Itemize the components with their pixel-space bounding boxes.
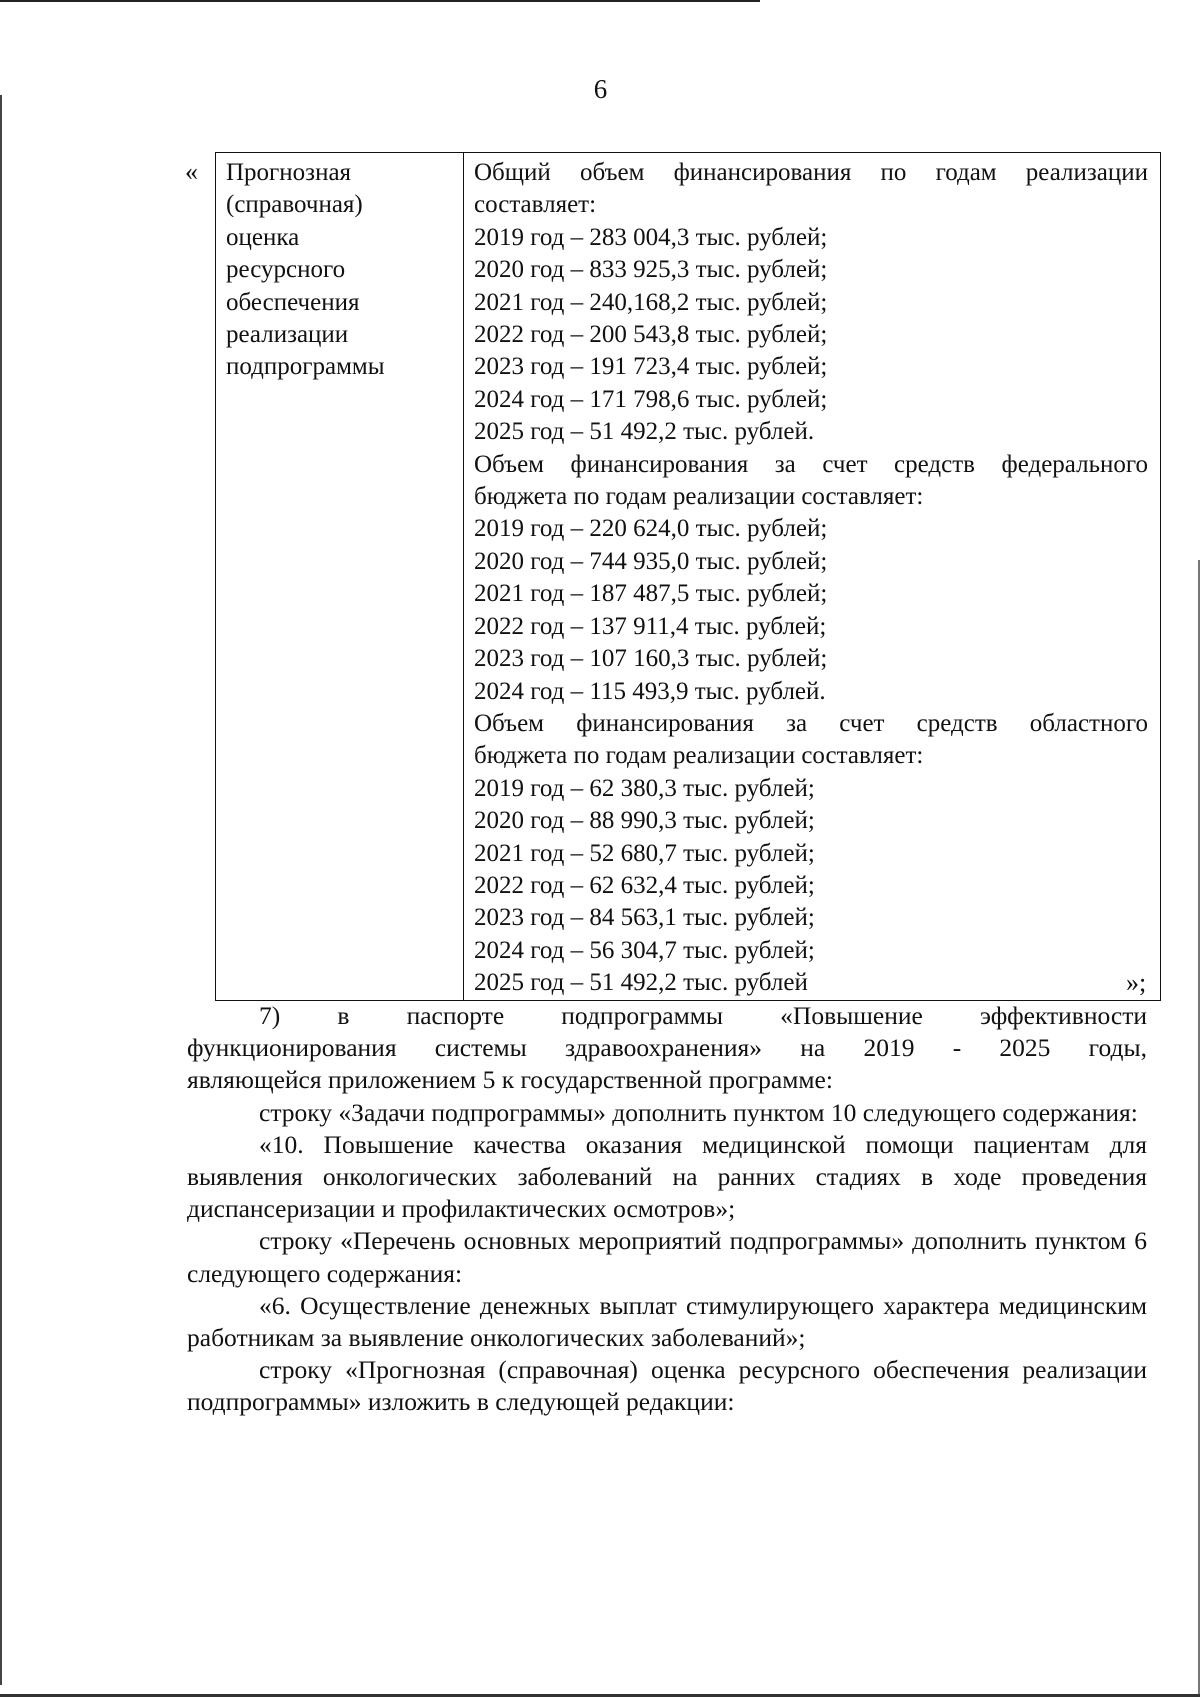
page-number: 6	[593, 74, 608, 104]
label-line: подпрограммы	[226, 353, 385, 381]
value-line: 2021 год – 187 487,5 тыс. рублей;	[474, 580, 828, 608]
closing-quote: »;	[1126, 968, 1147, 997]
value-line: 2020 год – 744 935,0 тыс. рублей;	[474, 547, 828, 575]
value-line: 2024 год – 171 798,6 тыс. рублей;	[474, 385, 828, 413]
label-line: обеспечения	[226, 288, 360, 316]
body-text	[187, 1000, 1147, 1419]
table-row	[216, 153, 1161, 1001]
row-label-cell	[216, 153, 464, 1001]
label-line: оценка	[226, 223, 300, 251]
label-line: (справочная)	[226, 191, 363, 219]
value-line: 2019 год – 62 380,3 тыс. рублей;	[474, 774, 815, 802]
scan-edge-left	[0, 95, 2, 1685]
paragraph-item-10: «10. Повышение качества оказания медицинской помощи пациентам для выявления онкологических заболеваний на ранних стадиях в ходе проведения диспансеризации и профилактических осмотров»;	[187, 1129, 1147, 1224]
value-line: бюджета по годам реализации составляет:	[474, 483, 924, 511]
paragraph-7-intro	[187, 1000, 1147, 1032]
paragraph-7-continued	[187, 1032, 1147, 1096]
paragraph-line: являющейся приложением 5 к государственной программе:	[187, 1065, 833, 1095]
value-line: 2019 год – 220 624,0 тыс. рублей;	[474, 515, 828, 543]
value-line: 2019 год – 283 004,3 тыс. рублей;	[474, 223, 828, 251]
value-line: 2025 год – 51 492,2 тыс. рублей.	[474, 418, 815, 446]
label-line: ресурсного	[226, 256, 346, 284]
passport-table	[215, 152, 1161, 1001]
value-line: 2022 год – 200 543,8 тыс. рублей;	[474, 321, 828, 349]
value-line: 2020 год – 88 990,3 тыс. рублей;	[474, 807, 815, 835]
row-value-cell	[464, 153, 1161, 1001]
value-line: Общий объем финансирования по годам реализации	[474, 159, 1148, 186]
paragraph-activities: строку «Перечень основных мероприятий подпрограммы» дополнить пунктом 6 следующего содержания:	[187, 1226, 1147, 1288]
value-line: 2022 год – 137 911,4 тыс. рублей;	[474, 612, 827, 640]
paragraph-line: 7) в паспорте подпрограммы «Повышение эффективности	[259, 1001, 1147, 1030]
value-line: бюджета по годам реализации составляет:	[474, 742, 924, 770]
paragraph-line: функционирования системы здравоохранения» на 2019 - 2025 годы,	[187, 1033, 1147, 1063]
value-line: 2024 год – 56 304,7 тыс. рублей;	[474, 936, 815, 964]
paragraph-resource-estimate: строку «Прогнозная (справочная) оценка ресурсного обеспечения реализации подпрограммы» изложить в следующей редакции:	[187, 1355, 1147, 1417]
value-line: 2023 год – 84 563,1 тыс. рублей;	[474, 904, 815, 932]
opening-quote: «	[185, 157, 198, 186]
scan-edge-top	[0, 0, 760, 2]
value-line: 2025 год – 51 492,2 тыс. рублей	[474, 969, 808, 997]
value-line: 2022 год – 62 632,4 тыс. рублей;	[474, 871, 815, 899]
value-line: 2020 год – 833 925,3 тыс. рублей;	[474, 256, 828, 284]
value-line: 2024 год – 115 493,9 тыс. рублей.	[474, 677, 826, 705]
paragraph-tasks: строку «Задачи подпрограммы» дополнить пунктом 10 следующего содержания:	[259, 1097, 1138, 1127]
value-line: 2023 год – 107 160,3 тыс. рублей;	[474, 645, 828, 673]
value-line: 2021 год – 52 680,7 тыс. рублей;	[474, 839, 815, 867]
value-line: 2021 год – 240,168,2 тыс. рублей;	[474, 288, 828, 316]
label-line: Прогнозная	[226, 159, 352, 186]
value-line: Объем финансирования за счет средств областного	[474, 709, 1148, 737]
value-line: составляет:	[474, 191, 597, 219]
label-line: реализации	[226, 321, 349, 349]
value-line: 2023 год – 191 723,4 тыс. рублей;	[474, 353, 828, 381]
value-line: Объем финансирования за счет средств федерального	[474, 450, 1148, 478]
paragraph-item-6: «6. Осуществление денежных выплат стимулирующего характера медицинским работникам за выявление онкологических заболеваний»;	[187, 1290, 1147, 1353]
